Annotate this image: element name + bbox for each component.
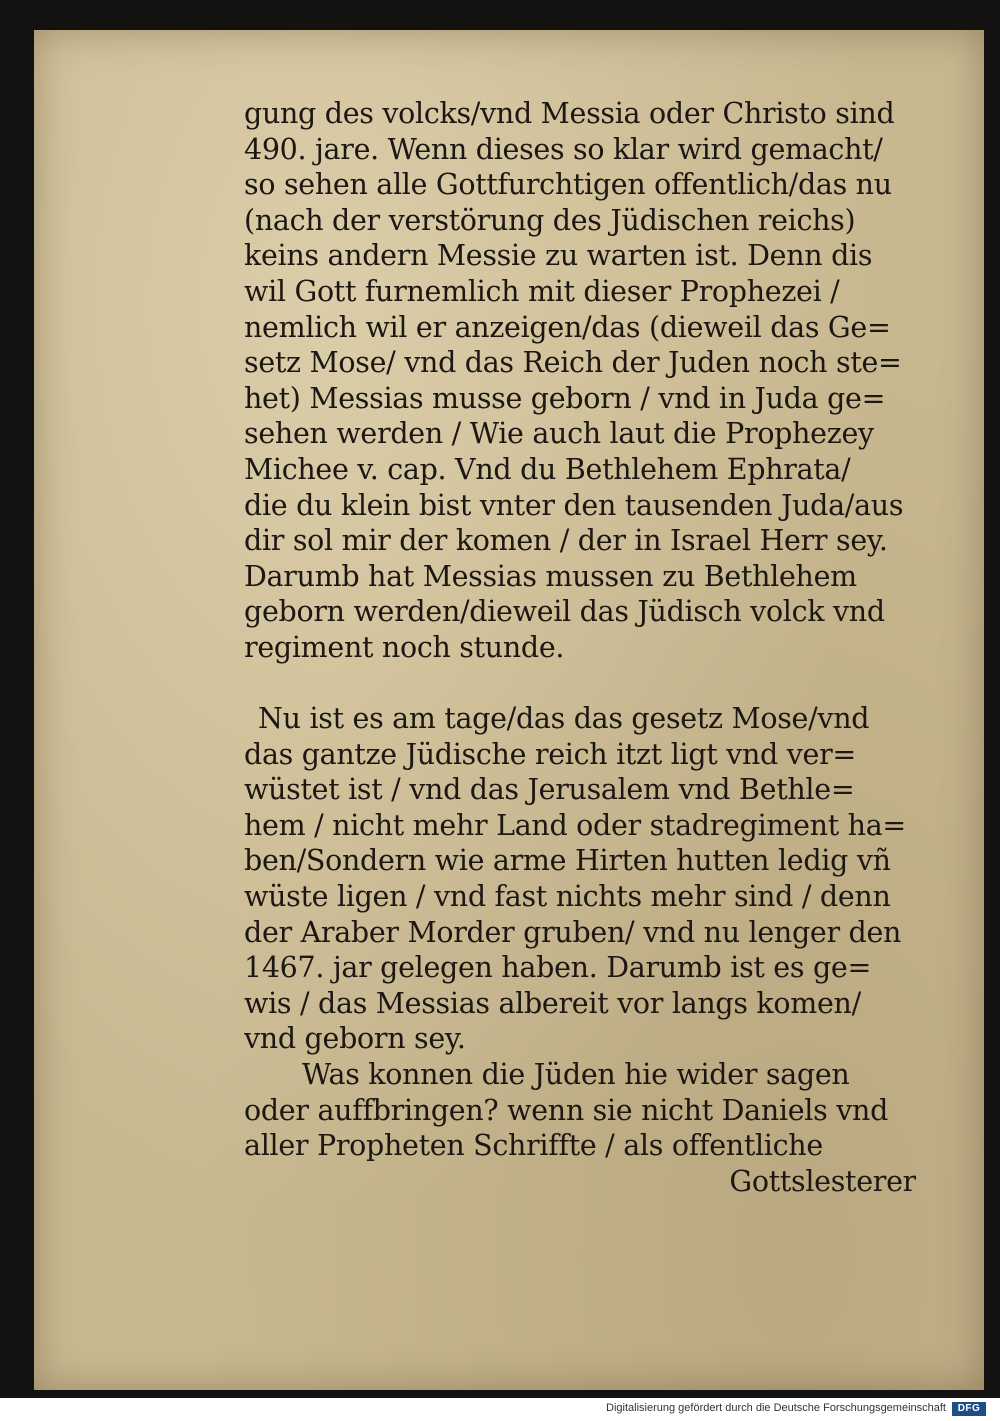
paragraph-gap xyxy=(244,666,916,702)
text-line: oder auffbringen? wenn sie nicht Daniels vnd xyxy=(244,1093,889,1127)
text-line: het) Messias musse geborn / vnd in Juda ge= xyxy=(244,381,886,415)
text-line: setz Mose/ vnd das Reich der Juden noch ste= xyxy=(244,346,902,380)
text-line: Michee v. cap. Vnd du Bethlehem Ephrata/ xyxy=(244,452,851,486)
text-line: 490. jare. Wenn dieses so klar wird gemacht/ xyxy=(244,132,883,166)
text-line: gung des volcks/vnd Messia oder Christo sind xyxy=(244,97,895,130)
paragraph-first-line: Nu ist es am tage/das das gesetz Mose/vnd xyxy=(258,702,870,736)
text-line: die du klein bist vnter den tausenden Juda/aus xyxy=(244,488,904,522)
text-line: 1467. jar gelegen haben. Darumb ist es ge= xyxy=(244,951,872,985)
dfg-logo: DFG xyxy=(952,1402,986,1416)
text-line: vnd geborn sey. xyxy=(244,1022,466,1056)
text-line: der Araber Morder gruben/ vnd nu lenger den xyxy=(244,915,902,949)
text-line: keins andern Messie zu warten ist. Denn dis xyxy=(244,239,873,273)
footer-bar xyxy=(0,1398,1000,1421)
text-line: das gantze Jüdische reich itzt ligt vnd ver= xyxy=(244,737,857,771)
text-line: so sehen alle Gottfurchtigen offentlich/das nu xyxy=(244,168,892,202)
text-line: wis / das Messias albereit vor langs komen/ xyxy=(244,986,861,1020)
text-line: nemlich wil er anzeigen/das (dieweil das Ge= xyxy=(244,310,891,344)
text-line: dir sol mir der komen / der in Israel Herr sey. xyxy=(244,524,888,558)
text-line: wüste ligen / vnd fast nichts mehr sind / denn xyxy=(244,880,891,914)
text-line: ben/Sondern wie arme Hirten hutten ledig vñ xyxy=(244,844,891,878)
text-line: geborn werden/dieweil das Jüdisch volck vnd xyxy=(244,595,885,629)
text-line: wil Gott furnemlich mit dieser Prophezei / xyxy=(244,274,840,308)
text-line: wüstet ist / vnd das Jerusalem vnd Bethle= xyxy=(244,773,855,807)
text-line: sehen werden / Wie auch laut die Prophezey xyxy=(244,417,874,451)
text-block xyxy=(244,96,916,1199)
funding-credit: Digitalisierung gefördert durch die Deutsche Forschungsgemeinschaft xyxy=(606,1402,946,1414)
paragraph-first-line: Was konnen die Jüden hie wider sagen xyxy=(302,1058,850,1092)
text-line: (nach der verstörung des Jüdischen reichs) xyxy=(244,203,856,237)
text-line: hem / nicht mehr Land oder stadregiment ha= xyxy=(244,808,906,842)
text-line: Darumb hat Messias mussen zu Bethlehem xyxy=(244,559,857,593)
text-line: regiment noch stunde. xyxy=(244,630,565,664)
text-line: aller Propheten Schriffte / als offentliche xyxy=(244,1129,823,1163)
catchword: Gottslesterer xyxy=(729,1164,916,1198)
